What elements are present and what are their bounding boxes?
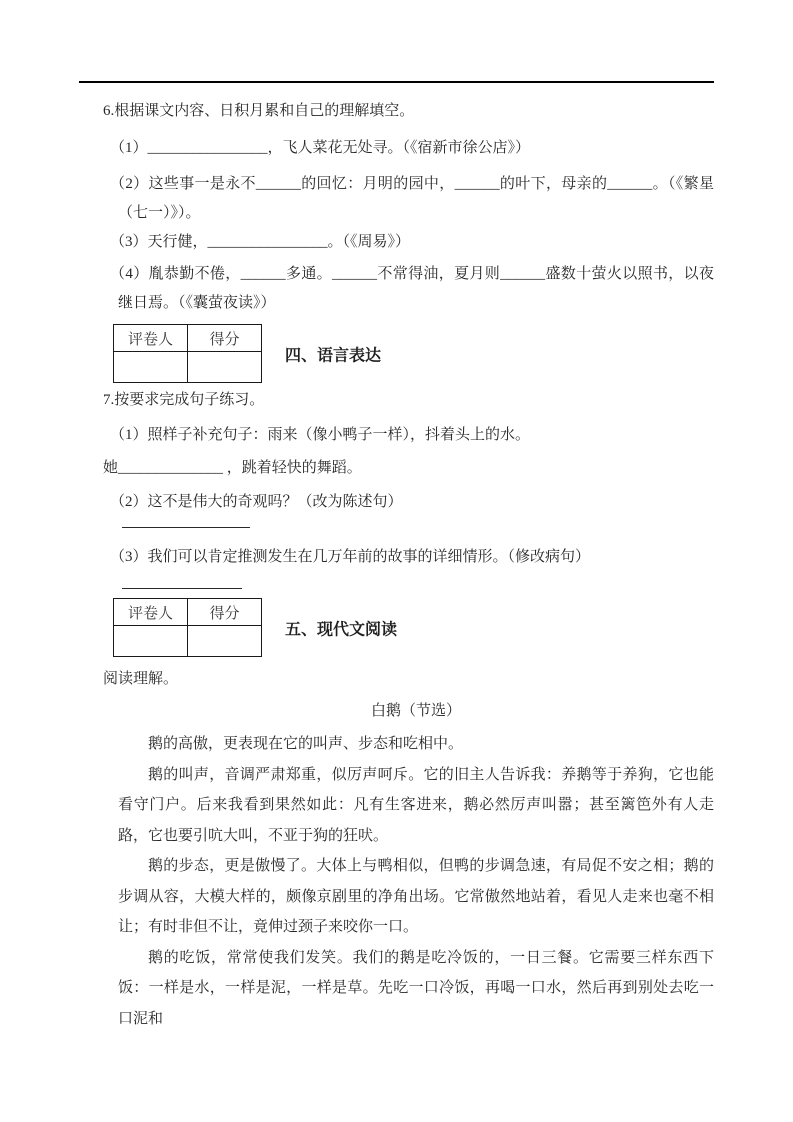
reading-instruction: 阅读理解。 — [103, 671, 179, 687]
answer-blank-line-2 — [122, 576, 242, 589]
question6-item-4: （4）胤恭勤不倦，______多通。______不常得油，夏月则______盛数十萤火以照书，以夜继日焉。（《囊萤夜读》） — [110, 266, 714, 311]
question6-item-3: （3）天行健，________________。（《周易》） — [110, 234, 411, 250]
grader-cell-label: 评卷人 — [114, 599, 188, 626]
question6-stem: 6.根据课文内容、日积月累和自己的理解填空。 — [103, 103, 415, 119]
answer-blank-line-1 — [122, 515, 250, 528]
question7-stem: 7.按要求完成句子练习。 — [103, 392, 265, 408]
passage-paragraph-3: 鹅的步态，更是傲慢了。大体上与鸭相似，但鸭的步调急速，有局促不安之相；鹅的步调从容，大模大样的，颇像京剧里的净角出场。它常傲然地站着，看见人走来也毫不相让；有时非但不让，竟伸过颈子来咬你一口。 — [118, 858, 714, 935]
section4-band — [79, 324, 714, 383]
section5-heading: 五、现代文阅读 — [285, 621, 398, 638]
score-cell-label: 得分 — [188, 599, 262, 626]
score-cell-label: 得分 — [188, 325, 262, 352]
question7-item-2: （2）这不是伟大的奇观吗？（改为陈述句） — [110, 494, 403, 510]
question7-item-1-answer: 她______________ ，跳着轻快的舞蹈。 — [103, 460, 362, 476]
question7-item-1: （1）照样子补充句子：雨来（像小鸭子一样），抖着头上的水。 — [110, 427, 531, 443]
question6-item-1: （1）________________，飞人菜花无处寻。（《宿新市徐公店》） — [110, 140, 531, 156]
reading-block — [103, 665, 714, 1034]
score-table-2 — [113, 598, 262, 657]
grader-cell-empty — [114, 626, 188, 657]
score-table-1 — [113, 324, 262, 383]
passage-paragraph-2: 鹅的叫声，音调严肃郑重，似厉声呵斥。它的旧主人告诉我：养鹅等于养狗，它也能看守门户。后来我看到果然如此：凡有生客进来，鹅必然厉声叫嚣；甚至篱笆外有人走路，它也要引吭大叫，不亚于狗的狂吠。 — [118, 766, 714, 844]
passage-paragraph-1: 鹅的高傲，更表现在它的叫声、步态和吃相中。 — [148, 736, 464, 752]
section5-band — [79, 598, 714, 657]
grader-cell-label: 评卷人 — [114, 325, 188, 352]
score-cell-empty — [188, 352, 262, 383]
grader-cell-empty — [114, 352, 188, 383]
question6-item-2: （2）这些事一是永不______的回忆：月明的园中，______的叶下，母亲的______。（《繁星（七一）》）。 — [110, 176, 714, 221]
score-cell-empty — [188, 626, 262, 657]
question7-item-3: （3）我们可以肯定推测发生在几万年前的故事的详细情形。（修改病句） — [110, 549, 591, 565]
answer-blank-row-1 — [118, 515, 714, 528]
section4-heading: 四、语言表达 — [285, 347, 382, 364]
passage-paragraph-4: 鹅的吃饭，常常使我们发笑。我们的鹅是吃冷饭的，一日三餐。它需要三样东西下饭：一样是水，一样是泥，一样是草。先吃一口冷饭，再喝一口水，然后再到别处去吃一口泥和 — [118, 949, 714, 1027]
page-top-divider — [79, 81, 714, 83]
question7-block — [103, 386, 714, 589]
reading-passage-title: 白鹅（节选） — [370, 703, 461, 719]
answer-blank-row-2 — [118, 576, 714, 589]
question6-block — [103, 97, 714, 318]
